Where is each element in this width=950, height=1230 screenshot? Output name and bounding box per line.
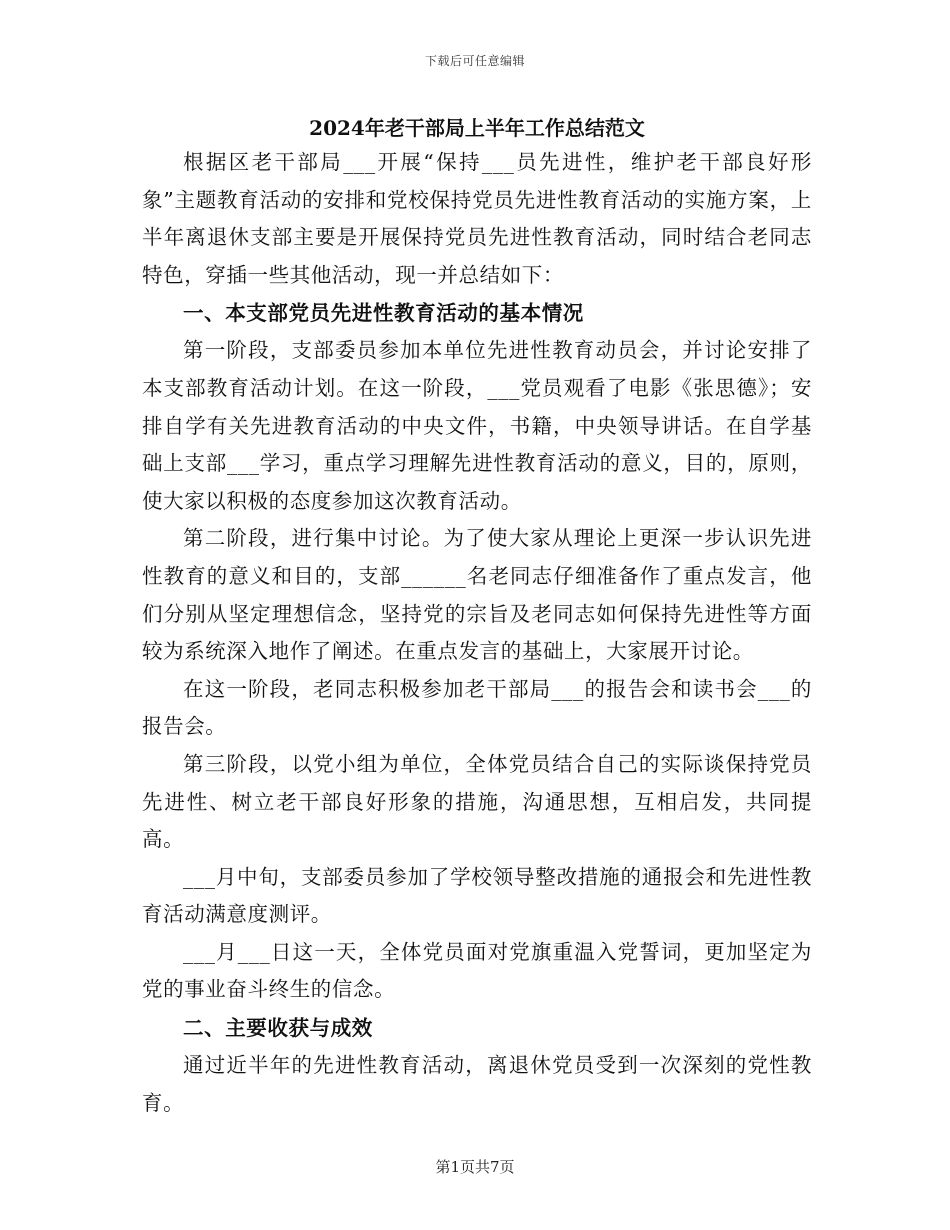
paragraph-stage-1: 第一阶段，支部委员参加本单位先进性教育动员会，并讨论安排了本支部教育活动计划。在这一阶段，___党员观看了电影《张思德》；安排自学有关先进教育活动的中央文件，书籍，中央领导讲话。在自学基础上支部___学习，重点学习理解先进性教育活动的意义，目的，原则，使大家以积极的态度参加这次教育活动。 <box>142 338 812 513</box>
paragraph-results: 通过近半年的先进性教育活动，离退休党员受到一次深刻的党性教育。 <box>142 1053 812 1115</box>
document-body <box>142 112 812 1122</box>
paragraph-stage-2: 第二阶段，进行集中讨论。为了使大家从理论上更深一步认识先进性教育的意义和目的，支部______名老同志仔细准备作了重点发言，他们分别从坚定理想信念，坚持党的宗旨及老同志如何保持先进性等方面较为系统深入地作了阐述。在重点发言的基础上，大家展开讨论。 <box>142 526 812 664</box>
paragraph-mid-month: ___月中旬，支部委员参加了学校领导整改措施的通报会和先进性教育活动满意度测评。 <box>142 864 812 927</box>
section-heading-1: 一、本支部党员先进性教育活动的基本情况 <box>183 301 584 326</box>
paragraph-oath-day: ___月___日这一天，全体党员面对党旗重温入党誓词，更加坚定为党的事业奋斗终生的信念。 <box>142 939 812 1002</box>
page-header: 下载后可任意编辑 <box>424 54 525 68</box>
paragraph-stage-2-meetings: 在这一阶段，老同志积极参加老干部局___的报告会和读书会___的报告会。 <box>142 676 812 739</box>
document-title: 2024年老干部局上半年工作总结范文 <box>309 116 645 140</box>
page-footer: 第1页共7页 <box>435 1158 515 1176</box>
intro-paragraph: 根据区老干部局___开展“保持___员先进性，维护老干部良好形象”主题教育活动的安排和党校保持党员先进性教育活动的实施方案，上半年离退休支部主要是开展保持党员先进性教育活动，同时结合老同志特色，穿插一些其他活动，现一并总结如下： <box>142 150 812 287</box>
paragraph-stage-3: 第三阶段，以党小组为单位，全体党员结合自己的实际谈保持党员先进性、树立老干部良好形象的措施，沟通思想，互相启发，共同提高。 <box>142 751 812 852</box>
section-heading-2: 二、主要收获与成效 <box>183 1016 373 1041</box>
